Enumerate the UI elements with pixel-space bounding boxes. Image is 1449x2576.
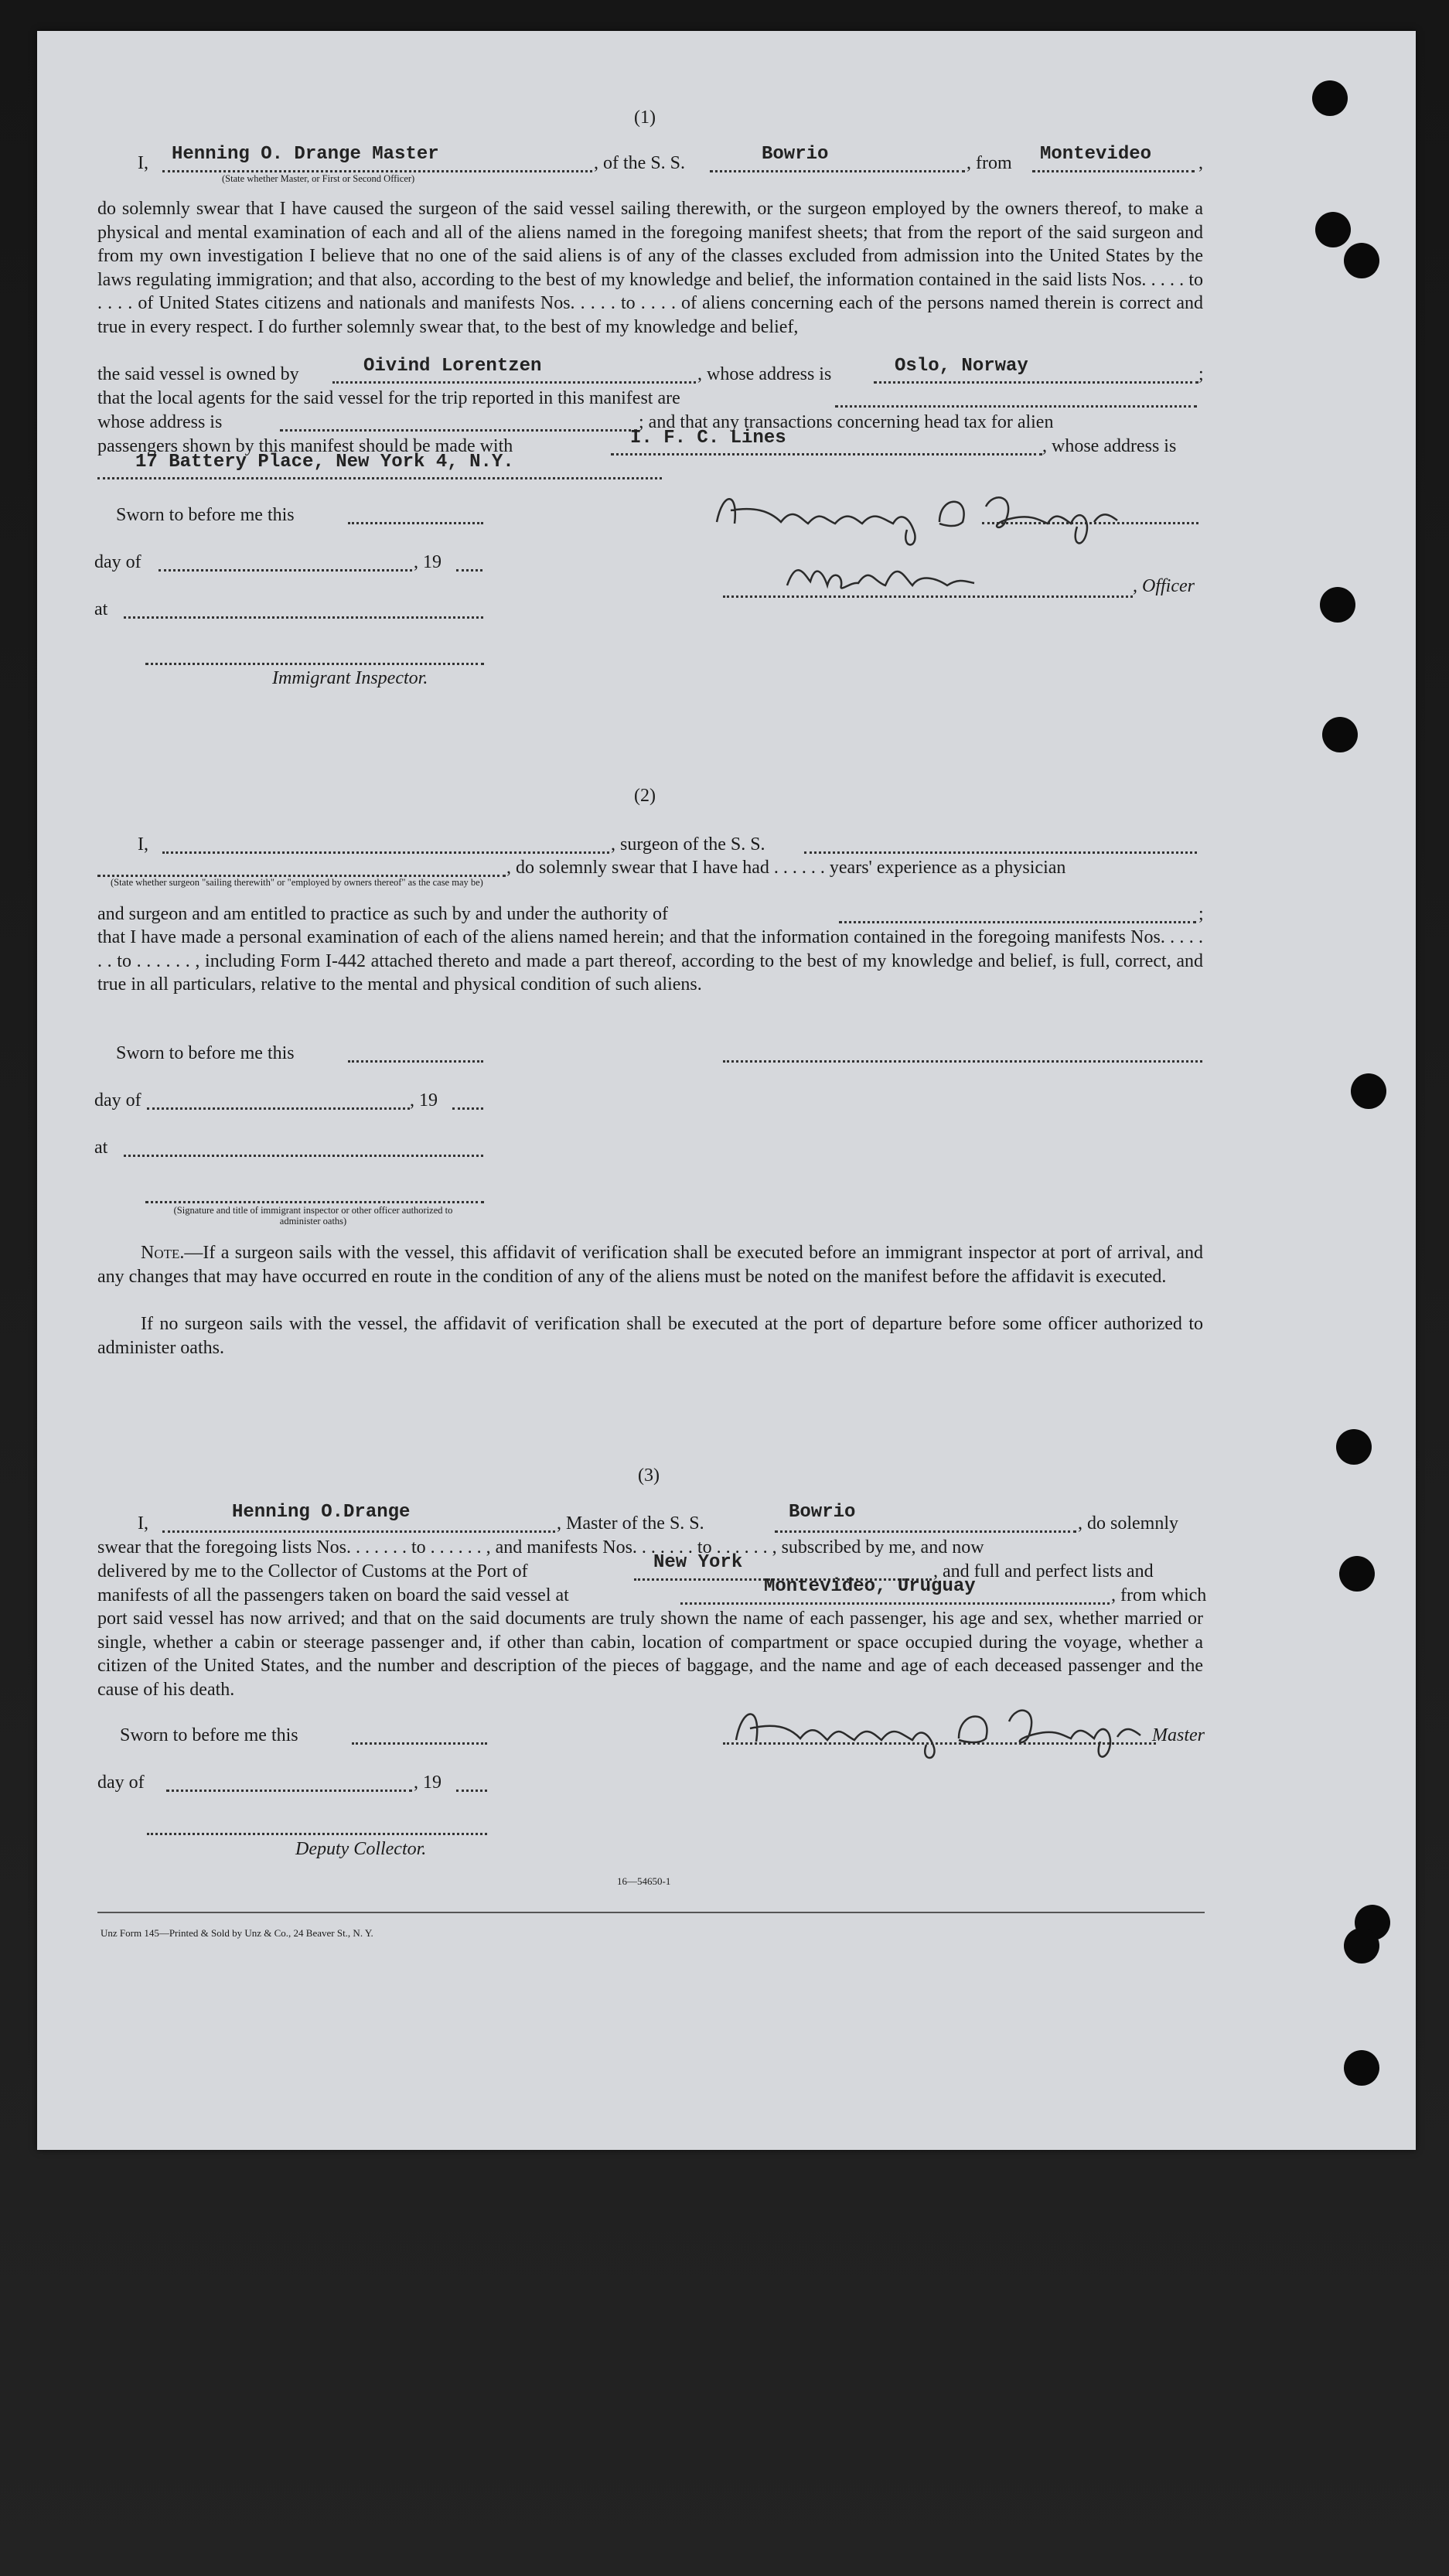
- master-signature: [727, 1686, 1160, 1763]
- paragraph-note: [97, 1241, 1203, 1288]
- fill-line: [348, 1060, 483, 1063]
- punch-hole: [1344, 243, 1379, 278]
- paragraph-examination: that I have made a personal examination of each of the aliens named herein; and that the information contained in the foregoing manifests Nos. . . . . . . to . . . . . . , including Form I-442 attached thereto and made a part thereof, according to the best of my knowledge and belief, is full, correct, and true in all particulars, relative to the mental and physical condition of such aliens.: [97, 927, 1203, 995]
- punch-hole: [1344, 2050, 1379, 2086]
- text-sworn: Sworn to before me this: [116, 505, 295, 525]
- form-code: 16—54650-1: [617, 1875, 671, 1887]
- text-i: I,: [138, 834, 148, 855]
- fill-line: [804, 851, 1197, 854]
- text-practice: and surgeon and am entitled to practice as such by and under the authority of: [97, 904, 668, 924]
- deputy-collector-label: Deputy Collector.: [295, 1839, 427, 1859]
- caption-surgeon: (State whether surgeon "sailing therewith" or "employed by owners thereof" as the case may be): [111, 877, 483, 888]
- note-label: Note.: [141, 1243, 185, 1263]
- fill-line: [147, 1833, 487, 1835]
- text-full-perfect: , and full and perfect lists and: [933, 1561, 1154, 1581]
- text-owned-by: the said vessel is owned by: [97, 364, 299, 384]
- fill-line: [456, 569, 482, 571]
- paragraph-documents: port said vessel has now arrived; and that on the said documents are truly shown the name of each passenger, his age and sex, whether married or single, whether a cabin or steerage passenger and, if other than cabin, location of compartment or space occupied during the voyage, whether a citizen of the United States, and the number and description of the pieces of baggage, and the name and age of each deceased passenger and the cause of his death.: [97, 1609, 1203, 1700]
- note-text: —If a surgeon sails with the vessel, this affidavit of verification shall be executed before an immigrant inspector at port of arrival, and any changes that may have occurred en route in the condition of any of the aliens must be noted on the manifest before the affidavit is executed.: [97, 1243, 1203, 1287]
- text-semicolon: ;: [1198, 364, 1204, 384]
- text-passengers: passengers shown by this manifest should be made with: [97, 436, 513, 456]
- master-label: Master: [1152, 1725, 1205, 1745]
- punch-hole: [1315, 212, 1351, 247]
- text-master-of: , Master of the S. S.: [557, 1513, 704, 1534]
- fill-line: [456, 1790, 487, 1792]
- fill-line: [145, 663, 484, 665]
- section-number: (1): [634, 107, 656, 128]
- text-transactions: ; and that any transactions concerning head tax for alien: [639, 412, 1054, 432]
- paragraph-oath: do solemnly swear that I have caused the surgeon of the said vessel sailing therewith, or the surgeon employed by the owners thereof, to make a physical and mental examination of each and all of the aliens named in the foregoing manifest sheets; that from the report of the said surgeon and from my own investigation I believe that no one of the said aliens is of any of the classes excluded from admission into the United States by the laws regulating immigration; and that also, according to the best of my knowledge and belief, the information contained in the said lists Nos. . . . . to . . . . of United States citizens and nationals and manifests Nos. . . . . to . . . . of aliens concerning each of the persons named therein is correct and true in every respect. I do further solemnly swear that, to the best of my knowledge and belief,: [97, 199, 1203, 337]
- owner-typed: Oivind Lorentzen: [363, 356, 542, 377]
- fill-line: [775, 1530, 1076, 1533]
- master-signature: [707, 476, 1125, 553]
- text-agents: that the local agents for the said vessel for the trip reported in this manifest are: [97, 388, 680, 408]
- fill-line: [835, 405, 1197, 408]
- section-number: (2): [634, 786, 656, 806]
- master-title-handwritten: [781, 551, 982, 597]
- fill-line: [710, 170, 965, 172]
- punch-hole: [1312, 80, 1348, 116]
- text-surgeon-of: , surgeon of the S. S.: [611, 834, 765, 855]
- text-day-of: day of: [94, 1090, 141, 1111]
- fill-line: [1032, 170, 1195, 172]
- master-name-typed: Henning O. Drange Master: [172, 144, 439, 165]
- fill-line: [348, 522, 483, 524]
- fill-line: [159, 569, 412, 571]
- agent-typed: I. F. C. Lines: [630, 428, 786, 449]
- port-typed: New York: [653, 1552, 743, 1573]
- fill-line: [124, 616, 483, 619]
- port-from-typed: Montevideo: [1040, 144, 1152, 165]
- text-do-solemnly: , do solemnly: [1078, 1513, 1178, 1534]
- fill-line: [723, 1060, 1202, 1063]
- text-comma: ,: [1198, 153, 1203, 173]
- printer-footer: Unz Form 145—Printed & Sold by Unz & Co., 24 Beaver St., N. Y.: [101, 1927, 373, 1939]
- text-from: , from: [967, 153, 1012, 173]
- vessel-name-typed: Bowrio: [762, 144, 829, 165]
- fill-line: [680, 1602, 1110, 1605]
- fill-line: [162, 851, 609, 854]
- fill-line: [97, 477, 662, 479]
- text-at: at: [94, 1138, 108, 1158]
- text-lists-line: swear that the foregoing lists Nos. . . . . . . to . . . . . . , and manifests Nos. . . . . . . to . . . . . . , subscribed by me, and now: [97, 1537, 984, 1558]
- text-i: I,: [138, 153, 148, 173]
- text-from-which: , from which: [1111, 1585, 1207, 1605]
- text-day-of: day of: [97, 1772, 145, 1793]
- text-i: I,: [138, 1513, 148, 1534]
- fill-line: [332, 381, 696, 384]
- master-name-typed: Henning O.Drange: [232, 1502, 411, 1523]
- punch-hole: [1320, 587, 1355, 623]
- text-year: , 19: [414, 552, 442, 572]
- punch-hole: [1322, 717, 1358, 752]
- punch-hole: [1339, 1556, 1375, 1592]
- punch-hole: [1336, 1429, 1372, 1465]
- fill-line: [874, 381, 1198, 384]
- section-number: (3): [638, 1465, 660, 1486]
- caption-signature-inspector: (Signature and title of immigrant inspector or other officer authorized to administer oaths): [173, 1205, 453, 1227]
- text-whose-address-3: , whose address is: [1042, 436, 1177, 456]
- vessel-name-typed: Bowrio: [789, 1502, 856, 1523]
- fill-line: [280, 429, 637, 432]
- text-sworn: Sworn to before me this: [116, 1043, 295, 1063]
- agent-address-typed: 17 Battery Place, New York 4, N.Y.: [135, 452, 514, 473]
- text-sworn: Sworn to before me this: [120, 1725, 298, 1745]
- text-of-ss: , of the S. S.: [594, 153, 686, 173]
- owner-address-typed: Oslo, Norway: [895, 356, 1028, 377]
- text-at: at: [94, 599, 108, 619]
- text-semicolon: ;: [1198, 904, 1204, 924]
- text-manifests: manifests of all the passengers taken on board the said vessel at: [97, 1585, 569, 1605]
- fill-line: [839, 921, 1196, 923]
- fill-line: [162, 1530, 555, 1533]
- fill-line: [611, 453, 1042, 455]
- fill-line: [352, 1742, 487, 1745]
- port-from-typed: Montevideo, Uruguay: [764, 1576, 976, 1597]
- punch-hole: [1344, 1928, 1379, 1964]
- manifest-affidavit-page: [37, 31, 1416, 2150]
- fill-line: [145, 1201, 484, 1203]
- footer-rule: [97, 1912, 1205, 1913]
- punch-hole: [1351, 1073, 1386, 1109]
- text-delivered: delivered by me to the Collector of Customs at the Port of: [97, 1561, 528, 1581]
- paragraph-note-2: If no surgeon sails with the vessel, the affidavit of verification shall be executed at the port of departure before some officer authorized to administer oaths.: [97, 1314, 1203, 1358]
- text-swear-experience: , do solemnly swear that I have had . . . . . . years' experience as a physician: [506, 858, 1066, 878]
- text-day-of: day of: [94, 552, 141, 572]
- fill-line: [452, 1107, 483, 1110]
- officer-label: , Officer: [1133, 576, 1195, 596]
- fill-line: [162, 170, 592, 172]
- text-year: , 19: [410, 1090, 438, 1111]
- fill-line: [124, 1155, 483, 1157]
- caption-master-officer: (State whether Master, or First or Second Officer): [222, 173, 415, 184]
- text-whose-address-2: whose address is: [97, 412, 223, 432]
- fill-line: [166, 1790, 412, 1792]
- text-year: , 19: [414, 1772, 442, 1793]
- immigrant-inspector-label: Immigrant Inspector.: [272, 668, 428, 688]
- fill-line: [147, 1107, 410, 1110]
- text-whose-address: , whose address is: [697, 364, 832, 384]
